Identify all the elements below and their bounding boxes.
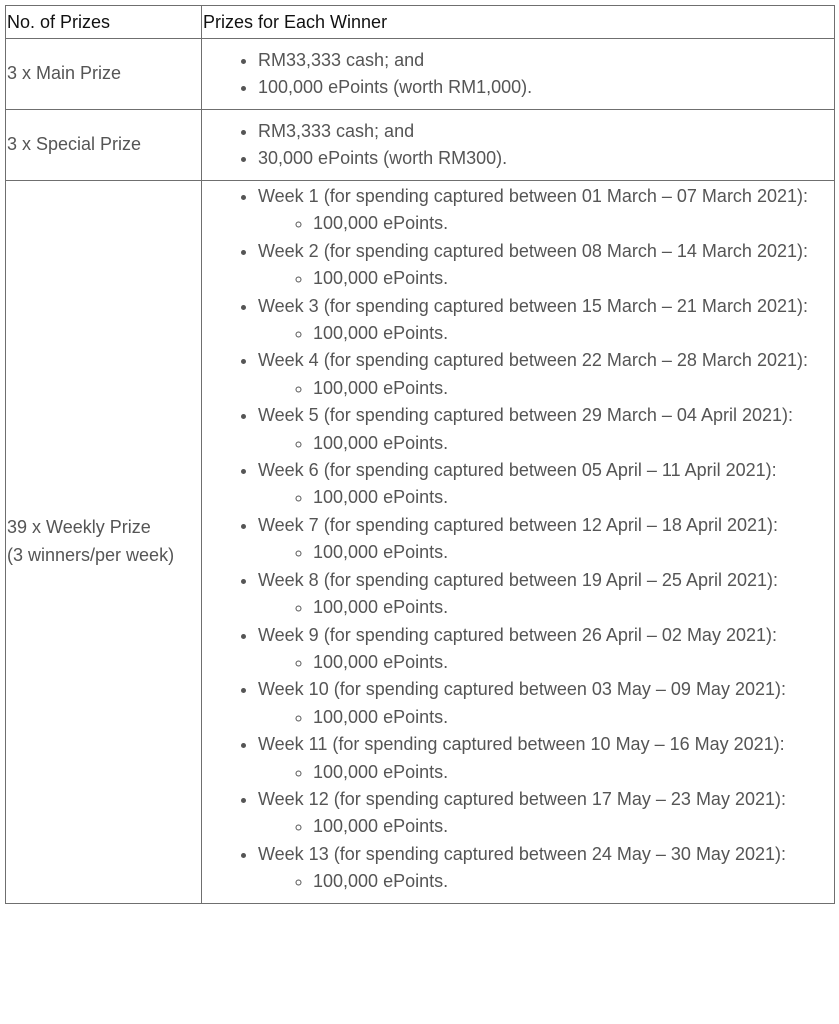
week-1-item — [258, 183, 833, 238]
week-prize-sublist — [258, 868, 833, 895]
week-11-item — [258, 731, 833, 786]
week-label: Week 1 (for spending captured between 01 March – 07 March 2021): — [258, 186, 808, 206]
table-row-weekly-prize — [6, 181, 835, 904]
week-label: Week 6 (for spending captured between 05 April – 11 April 2021): — [258, 460, 777, 481]
week-12-item — [258, 786, 833, 841]
week-4-item — [258, 347, 833, 402]
week-5-item — [258, 402, 833, 457]
week-prize-sublist — [258, 265, 833, 292]
prize-count-special: 3 x Special Prize — [6, 110, 202, 181]
week-6-item — [258, 457, 833, 512]
table-header-row — [6, 6, 835, 39]
list-item: ◦ 100,000 ePoints. — [313, 649, 833, 676]
list-item: ◦ 100,000 ePoints. — [313, 265, 833, 292]
list-item: ◦ 100,000 ePoints. — [313, 320, 833, 347]
week-prize-sublist — [258, 539, 833, 566]
header-no-of-prizes: No. of Prizes — [6, 6, 202, 39]
week-label: Week 12 (for spending captured between 17 May – 23 May 2021): — [258, 788, 786, 809]
week-prize-sublist — [258, 375, 833, 402]
table-row-main-prize — [6, 39, 835, 110]
week-label: Week 2 (for spending captured between 08 March – 14 March 2021): — [258, 240, 808, 261]
week-prize-sublist — [258, 759, 833, 786]
prizes-table — [5, 5, 835, 904]
weekly-prize-list — [203, 181, 833, 903]
list-item: ◦ 100,000 ePoints. — [313, 539, 833, 566]
prize-details-main — [202, 39, 835, 110]
special-prize-list — [203, 118, 833, 173]
header-prizes-for-each-winner: Prizes for Each Winner — [202, 6, 835, 39]
list-item: ◦ 100,000 ePoints. — [313, 868, 833, 895]
main-prize-list — [203, 47, 833, 102]
week-prize-sublist — [258, 649, 833, 676]
week-label: Week 8 (for spending captured between 19 April – 25 April 2021): — [258, 569, 778, 590]
list-item: ◦ 100,000 ePoints. — [313, 594, 833, 621]
week-prize-sublist — [258, 594, 833, 621]
list-item: ◦ 100,000 ePoints. — [313, 210, 833, 237]
list-item: • RM3,333 cash; and — [258, 118, 833, 145]
prize-details-weekly — [202, 181, 835, 904]
week-10-item — [258, 676, 833, 731]
list-item: ◦ 100,000 ePoints. — [313, 704, 833, 731]
week-prize-sublist — [258, 704, 833, 731]
list-item: ◦ 100,000 ePoints. — [313, 813, 833, 840]
week-prize-sublist — [258, 484, 833, 511]
week-prize-sublist — [258, 320, 833, 347]
week-label: Week 13 (for spending captured between 24 May – 30 May 2021): — [258, 843, 786, 864]
list-item: ◦ 100,000 ePoints. — [313, 759, 833, 786]
week-label: Week 3 (for spending captured between 15 March – 21 March 2021): — [258, 295, 808, 316]
week-3-item — [258, 293, 833, 348]
list-item: • 30,000 ePoints (worth RM300). — [258, 145, 833, 172]
prize-details-special — [202, 110, 835, 181]
week-label: Week 5 (for spending captured between 29 March – 04 April 2021): — [258, 405, 793, 426]
week-label: Week 4 (for spending captured between 22 March – 28 March 2021): — [258, 350, 808, 371]
list-item: ◦ 100,000 ePoints. — [313, 375, 833, 402]
week-prize-sublist — [258, 430, 833, 457]
week-7-item — [258, 512, 833, 567]
list-item: • 100,000 ePoints (worth RM1,000). — [258, 74, 833, 101]
list-item: • RM33,333 cash; and — [258, 47, 833, 74]
week-13-item — [258, 841, 833, 896]
table-row-special-prize — [6, 110, 835, 181]
week-prize-sublist — [258, 813, 833, 840]
week-label: Week 7 (for spending captured between 12 April – 18 April 2021): — [258, 514, 778, 535]
week-8-item — [258, 567, 833, 622]
week-prize-sublist — [258, 210, 833, 237]
week-label: Week 11 (for spending captured between 10 May – 16 May 2021): — [258, 734, 785, 755]
list-item: ◦ 100,000 ePoints. — [313, 430, 833, 457]
week-2-item — [258, 238, 833, 293]
week-9-item — [258, 622, 833, 677]
list-item: ◦ 100,000 ePoints. — [313, 484, 833, 511]
week-label: Week 10 (for spending captured between 03 May – 09 May 2021): — [258, 679, 786, 700]
week-label: Week 9 (for spending captured between 26 April – 02 May 2021): — [258, 624, 777, 645]
prize-count-main: 3 x Main Prize — [6, 39, 202, 110]
prize-count-weekly: 39 x Weekly Prize (3 winners/per week) — [6, 181, 202, 904]
